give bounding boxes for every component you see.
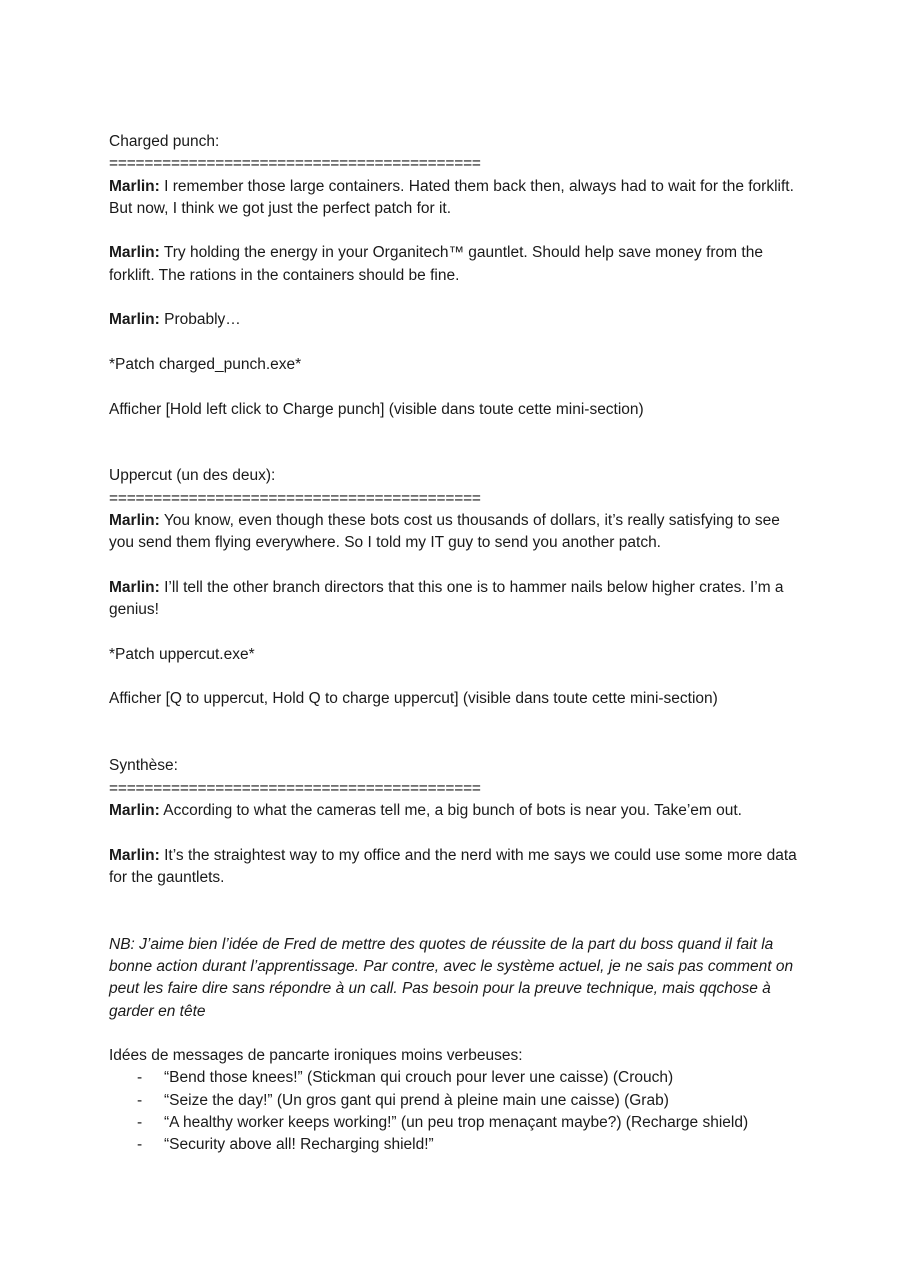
list-item: [109, 1112, 809, 1134]
dialogue-text: It’s the straightest way to my office and the nerd with me says we could use some more data for the gauntlets.: [109, 846, 797, 886]
dash-bullet: -: [137, 1114, 143, 1132]
dash-bullet: -: [137, 1069, 143, 1087]
patch-line: *Patch charged_punch.exe*: [109, 355, 302, 373]
document-page: [109, 131, 809, 1157]
speaker-name: Marlin:: [109, 177, 160, 195]
section-title: Synthèse:: [109, 757, 178, 775]
speaker-name: Marlin:: [109, 801, 160, 819]
dialogue-text: Probably…: [159, 311, 241, 329]
display-instruction: Afficher [Q to uppercut, Hold Q to charge uppercut] (visible dans toute cette mini-section): [109, 690, 718, 708]
list-item: [109, 1067, 809, 1089]
dialogue-line: [109, 242, 809, 287]
section-separator: ==========================================: [109, 155, 481, 173]
section-separator: ==========================================: [109, 489, 481, 507]
dialogue-line: [109, 176, 809, 221]
dialogue-line: [109, 800, 809, 822]
dialogue-text: You know, even though these bots cost us thousands of dollars, it’s really satisfying to see you send them flying everywhere. So I told my IT guy to send you another patch.: [109, 512, 780, 552]
speaker-name: Marlin:: [109, 311, 160, 329]
design-note: NB: J’aime bien l’idée de Fred de mettre des quotes de réussite de la part du boss quand il fait la bonne action durant l’apprentissage. Par contre, avec le système actuel, je ne sais pas comment on peut les faire dire sans répondre à un call. Pas besoin pour la preuve technique, mais qqchose à garder en tête: [109, 935, 794, 1020]
ideas-list: [109, 1067, 809, 1156]
speaker-name: Marlin:: [109, 846, 160, 864]
list-item-text: “A healthy worker keeps working!” (un peu trop menaçant maybe?) (Recharge shield): [164, 1114, 749, 1132]
display-instruction: Afficher [Hold left click to Charge punch] (visible dans toute cette mini-section): [109, 400, 644, 418]
speaker-name: Marlin:: [109, 244, 160, 262]
list-item-text: “Seize the day!” (Un gros gant qui prend à pleine main une caisse) (Grab): [164, 1091, 669, 1109]
section-title: Uppercut (un des deux):: [109, 467, 276, 485]
list-item-text: “Bend those knees!” (Stickman qui crouch pour lever une caisse) (Crouch): [164, 1069, 674, 1087]
list-item: [109, 1134, 809, 1156]
dialogue-text: I’ll tell the other branch directors that this one is to hammer nails below higher crates. I’m a genius!: [109, 578, 784, 619]
dialogue-text: I remember those large containers. Hated them back then, always had to wait for the forklift. But now, I think we got just the perfect patch for it.: [109, 177, 794, 217]
patch-line: *Patch uppercut.exe*: [109, 645, 255, 663]
dialogue-line: [109, 309, 809, 331]
section-separator: ==========================================: [109, 779, 481, 797]
dash-bullet: -: [137, 1136, 143, 1154]
dialogue-line: [109, 577, 809, 622]
dash-bullet: -: [137, 1091, 143, 1109]
list-item: [109, 1090, 809, 1112]
dialogue-text: According to what the cameras tell me, a big bunch of bots is near you. Take’em out.: [159, 801, 742, 819]
dialogue-line: [109, 845, 809, 890]
dialogue-text: Try holding the energy in your Organitech™ gauntlet. Should help save money from the forklift. The rations in the containers should be fine.: [109, 244, 763, 284]
list-item-text: “Security above all! Recharging shield!”: [164, 1136, 434, 1154]
section-title: Charged punch:: [109, 133, 220, 150]
dialogue-line: [109, 510, 809, 555]
speaker-name: Marlin:: [109, 578, 160, 596]
ideas-title: Idées de messages de pancarte ironiques moins verbeuses:: [109, 1047, 523, 1065]
speaker-name: Marlin:: [109, 512, 160, 530]
